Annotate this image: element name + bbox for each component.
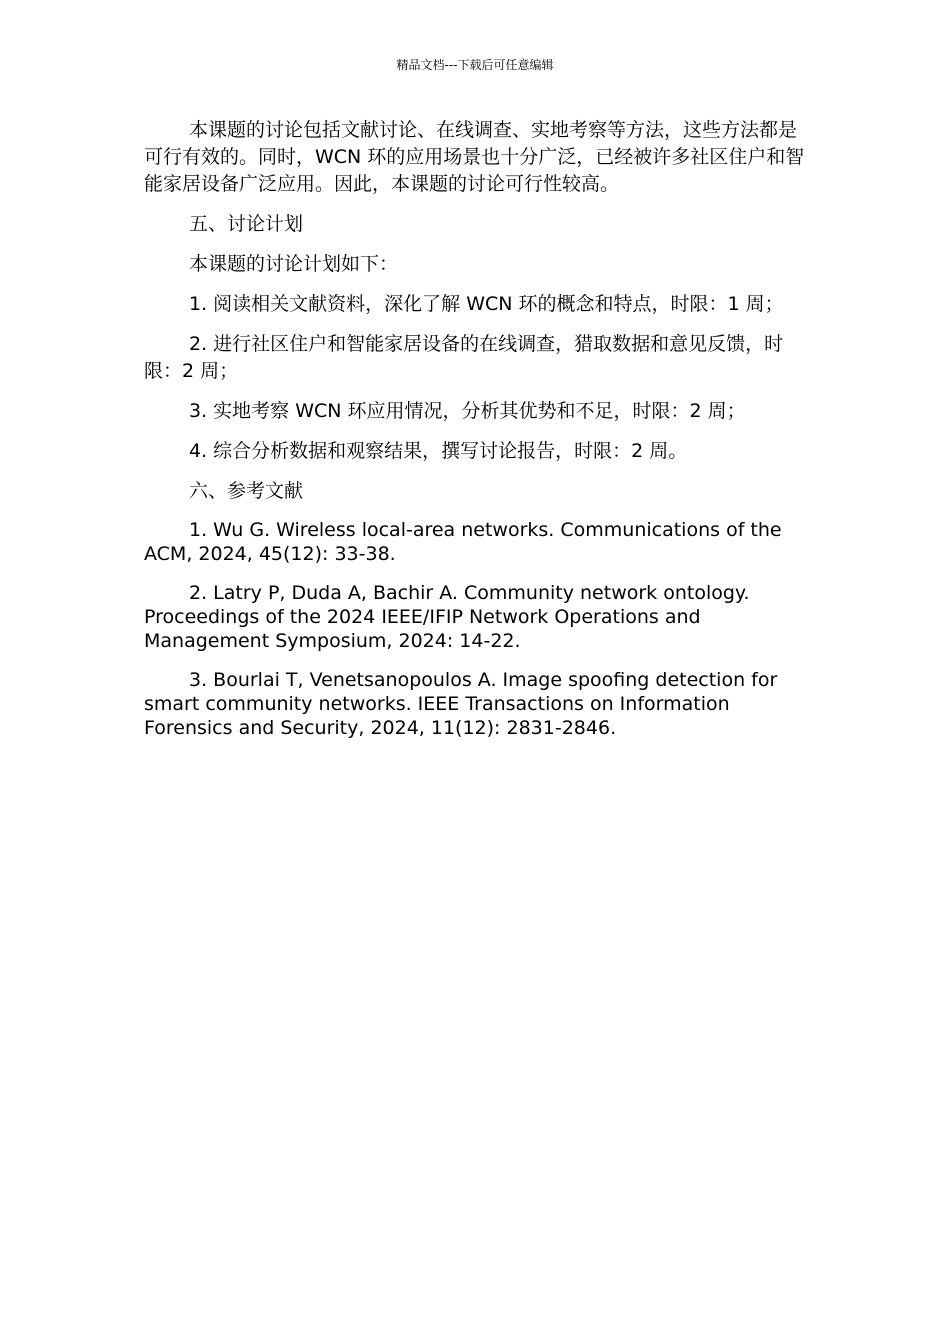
reference-item: 1. Wu G. Wireless local-area networks. Communications of the ACM, 2024, 45(12): 33-38. [144,519,782,565]
section-heading-plan: 五、讨论计划 [189,213,304,235]
plan-intro: 本课题的讨论计划如下： [189,253,399,275]
reference-item: 3. Bourlai T, Venetsanopoulos A. Image spoofing detection for smart community networks. IEEE Transactions on Information Forensics and Security, 2024, 11(12): 2831-2846. [144,669,778,739]
page-header: 精品文档---下载后可任意编辑 [396,58,554,72]
intro-paragraph: 本课题的讨论包括文献讨论、在线调查、实地考察等方法，这些方法都是可行有效的。同时，WCN 环的应用场景也十分广泛，已经被许多社区住户和智能家居设备广泛应用。因此，本课题的讨论可行性较高。 [144,119,805,195]
section-heading-references: 六、参考文献 [189,480,304,502]
plan-item: 1. 阅读相关文献资料，深化了解 WCN 环的概念和特点，时限：1 周； [189,293,784,315]
reference-item: 2. Latry P, Duda A, Bachir A. Community network ontology. Proceedings of the 2024 IEEE/IFIP Network Operations and Management Symposium, 2024: 14-22. [144,582,750,652]
plan-item: 2. 进行社区住户和智能家居设备的在线调查，猎取数据和意见反馈，时限：2 周； [144,333,784,382]
plan-item: 3. 实地考察 WCN 环应用情况，分析其优势和不足，时限：2 周； [189,400,746,422]
document-body [144,117,806,755]
plan-item: 4. 综合分析数据和观察结果，撰写讨论报告，时限：2 周。 [189,440,688,462]
